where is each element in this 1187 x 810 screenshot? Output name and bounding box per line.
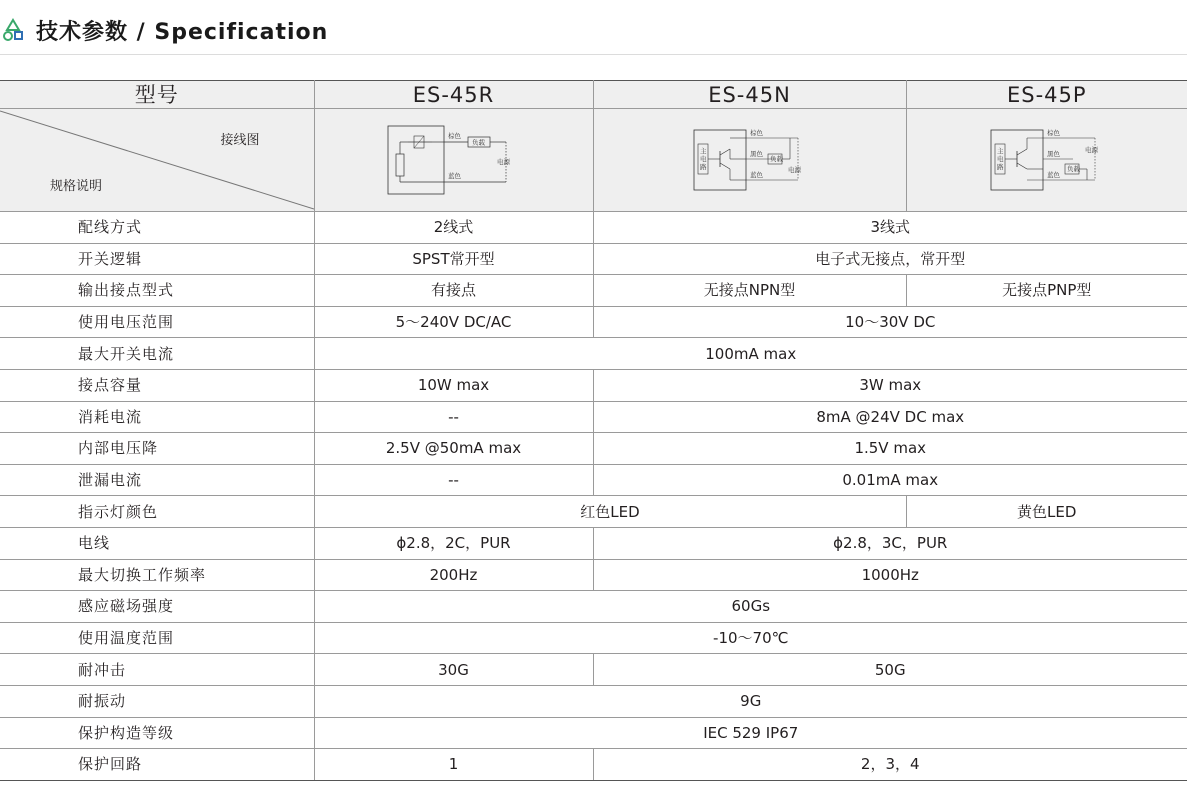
spec-row-switch-logic [0,243,1187,275]
spec-label: 电线 [0,527,314,559]
spec-value: SPST常开型 [314,243,593,275]
spec-label: 输出接点型式 [0,275,314,307]
spec-description-label: 规格说明 [50,179,103,194]
spec-value: 2线式 [314,212,593,244]
spec-value: IEC 529 IP67 [314,717,1187,749]
load-label-pnp: 负载 [1066,165,1080,173]
spec-row-max-frequency [0,559,1187,591]
spec-value: 1000Hz [593,559,1187,591]
spec-row-magnetic-sensitivity [0,591,1187,623]
spec-value: 2.5V @50mA max [314,433,593,465]
svg-text:主: 主 [996,147,1004,155]
spec-value: 红色LED [314,496,906,528]
black-wire-label-npn: 黑色 [749,150,763,158]
spec-logo-icon [2,18,24,42]
spec-value: 3W max [593,369,1187,401]
brown-wire-label-pnp: 棕色 [1046,129,1060,137]
spec-value: -- [314,464,593,496]
spec-label: 耐冲击 [0,654,314,686]
spec-label: 最大切换工作频率 [0,559,314,591]
spec-row-voltage-range [0,306,1187,338]
spec-value: 无接点PNP型 [906,275,1187,307]
spec-value: 有接点 [314,275,593,307]
spec-table [0,80,1187,781]
diagonal-line [0,109,314,211]
spec-value: 10W max [314,369,593,401]
pnp-diagram-icon [987,120,1107,200]
spec-label: 保护回路 [0,749,314,781]
wiring-diagram-row [0,109,1187,212]
spec-value: 60Gs [314,591,1187,623]
blue-wire-label-npn: 蓝色 [749,171,763,179]
model-label: 型号 [0,81,314,109]
spec-label: 保护构造等级 [0,717,314,749]
brown-wire-label-npn: 棕色 [749,129,763,137]
spec-row-max-switch-current [0,338,1187,370]
spec-label: 最大开关电流 [0,338,314,370]
spec-value: 9G [314,685,1187,717]
spec-row-temperature-range [0,622,1187,654]
page-title: 技术参数 / Specification [36,19,329,45]
svg-text:主: 主 [699,147,706,155]
model-es-45p: ES-45P [906,81,1187,109]
spec-value: 8mA @24V DC max [593,401,1187,433]
spec-row-protection-circuit [0,749,1187,781]
spec-value: 电子式无接点，常开型 [593,243,1187,275]
model-es-45r: ES-45R [314,81,593,109]
power-label-npn: 电源 [787,166,801,174]
spec-value: 30G [314,654,593,686]
spec-row-wiring-type [0,212,1187,244]
model-es-45n: ES-45N [593,81,906,109]
spec-value: 100mA max [314,338,1187,370]
spec-row-voltage-drop [0,433,1187,465]
spec-value: 黄色LED [906,496,1187,528]
spec-value: 2，3，4 [593,749,1187,781]
spec-label: 指示灯颜色 [0,496,314,528]
spec-row-leakage-current [0,464,1187,496]
spec-value: -10～70℃ [314,622,1187,654]
svg-text:电: 电 [699,155,706,163]
spec-label: 使用温度范围 [0,622,314,654]
spec-value: 50G [593,654,1187,686]
spec-value: 10～30V DC [593,306,1187,338]
spec-label: 配线方式 [0,212,314,244]
spec-row-consumption-current [0,401,1187,433]
spec-row-indicator-color [0,496,1187,528]
spec-label: 消耗电流 [0,401,314,433]
svg-text:路: 路 [699,163,706,171]
spec-label: 泄漏电流 [0,464,314,496]
spec-label: 耐振动 [0,685,314,717]
spec-value: 1 [314,749,593,781]
power-label: 电源 [496,158,510,166]
spec-value: 1.5V max [593,433,1187,465]
spec-value: ϕ2.8，2C，PUR [314,527,593,559]
wiring-diagram-es-45r [314,109,593,212]
load-label: 负载 [471,138,485,147]
spec-value: 0.01mA max [593,464,1187,496]
spec-value: 3线式 [593,212,1187,244]
section-title-bar [0,12,1187,48]
spec-row-protection-class [0,717,1187,749]
svg-text:路: 路 [996,163,1004,171]
spec-label: 使用电压范围 [0,306,314,338]
svg-text:电: 电 [996,155,1004,163]
power-label-pnp: 电源 [1084,146,1098,154]
npn-diagram-icon [690,120,810,200]
spec-value: 200Hz [314,559,593,591]
model-header-row [0,81,1187,109]
spec-label: 开关逻辑 [0,243,314,275]
spec-row-vibration-resistance [0,685,1187,717]
blue-wire-label-pnp: 蓝色 [1046,171,1060,179]
spec-label: 感应磁场强度 [0,591,314,623]
wiring-diagram-es-45p [906,109,1187,212]
wiring-diagram-label: 接线图 [220,133,260,148]
diagonal-header-cell [0,109,314,212]
load-label-npn: 负载 [769,155,783,163]
brown-wire-label: 棕色 [447,132,461,140]
wiring-diagram-es-45n [593,109,906,212]
reed-switch-diagram-icon [384,120,524,200]
spec-label: 内部电压降 [0,433,314,465]
spec-value: 无接点NPN型 [593,275,906,307]
spec-value: ϕ2.8，3C，PUR [593,527,1187,559]
spec-value: 5～240V DC/AC [314,306,593,338]
spec-row-output-type [0,275,1187,307]
spec-label: 接点容量 [0,369,314,401]
spec-row-cable [0,527,1187,559]
spec-row-contact-capacity [0,369,1187,401]
spec-value: -- [314,401,593,433]
spec-row-shock-resistance [0,654,1187,686]
black-wire-label-pnp: 黑色 [1046,150,1060,158]
blue-wire-label: 蓝色 [447,172,461,180]
title-divider [0,54,1187,55]
